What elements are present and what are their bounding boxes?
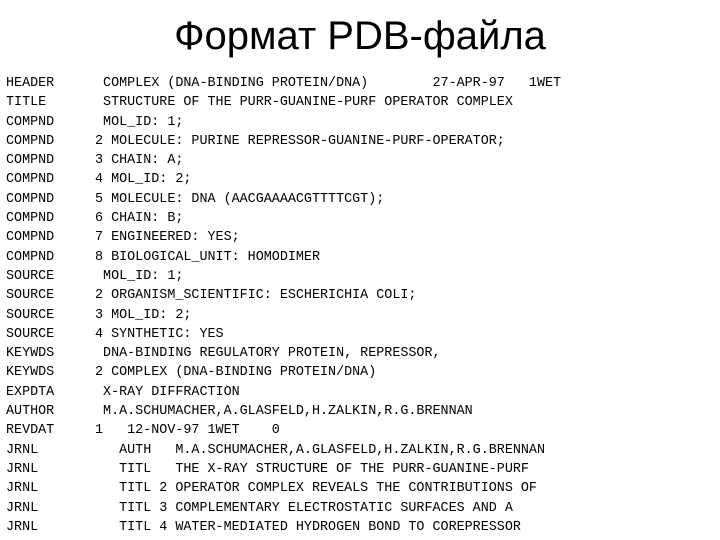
record-type: COMPND [6, 133, 55, 149]
record-type: KEYWDS [6, 346, 55, 362]
record-content: 4 SYNTHETIC: YES [95, 326, 224, 342]
record-type: COMPND [6, 230, 55, 246]
record-content: AUTH M.A.SCHUMACHER,A.GLASFELD,H.ZALKIN,R.G.BRENNAN [95, 442, 545, 458]
record-type: JRNL [6, 519, 39, 535]
record-content: 3 CHAIN: A; [95, 153, 184, 169]
record-content: TITL 3 COMPLEMENTARY ELECTROSTATIC SURFACES AND A [95, 500, 513, 516]
slide-title: Формат PDB-файла [174, 14, 546, 58]
record-type: JRNL [6, 442, 39, 458]
record-type: AUTHOR [6, 404, 55, 420]
record-content: 5 MOLECULE: DNA (AACGAAAACGTTTTCGT); [95, 191, 385, 207]
record-content: 2 MOLECULE: PURINE REPRESSOR-GUANINE-PURF-OPERATOR; [95, 133, 505, 149]
record-content: TITL 2 OPERATOR COMPLEX REVEALS THE CONTRIBUTIONS OF [95, 481, 537, 497]
record-content: COMPLEX (DNA-BINDING PROTEIN/DNA) 27-APR-97 1WET [95, 76, 562, 91]
record-type: JRNL [6, 481, 39, 497]
record-type: HEADER [6, 76, 55, 91]
record-type: TITLE [6, 95, 47, 111]
record-content: 8 BIOLOGICAL_UNIT: HOMODIMER [95, 249, 320, 265]
record-content: 3 MOL_ID: 2; [95, 307, 192, 323]
record-content: X-RAY DIFFRACTION [95, 384, 240, 400]
record-content: 1 12-NOV-97 1WET 0 [95, 423, 280, 439]
record-type: COMPND [6, 191, 55, 207]
record-type: COMPND [6, 114, 55, 130]
record-type: SOURCE [6, 326, 55, 342]
record-content: 2 ORGANISM_SCIENTIFIC: ESCHERICHIA COLI; [95, 288, 417, 304]
record-type: COMPND [6, 172, 55, 188]
record-type: COMPND [6, 153, 55, 169]
record-type: EXPDTA [6, 384, 55, 400]
record-content: M.A.SCHUMACHER,A.GLASFELD,H.ZALKIN,R.G.BRENNAN [95, 404, 473, 420]
record-content: TITL THE X-RAY STRUCTURE OF THE PURR-GUANINE-PURF [95, 461, 529, 477]
record-content: STRUCTURE OF THE PURR-GUANINE-PURF OPERATOR COMPLEX [95, 95, 513, 111]
record-content: 4 MOL_ID: 2; [95, 172, 192, 188]
record-type: JRNL [6, 500, 39, 516]
record-content: MOL_ID: 1; [95, 114, 184, 130]
record-content: MOL_ID: 1; [95, 268, 184, 284]
record-type: SOURCE [6, 268, 55, 284]
record-type: KEYWDS [6, 365, 55, 381]
record-type: SOURCE [6, 307, 55, 323]
record-content: TITL 4 WATER-MEDIATED HYDROGEN BOND TO COREPRESSOR [95, 519, 521, 535]
record-type: JRNL [6, 461, 39, 477]
record-type: COMPND [6, 211, 55, 227]
record-content: 6 CHAIN: B; [95, 211, 184, 227]
record-content: 7 ENGINEERED: YES; [95, 230, 240, 246]
record-type: COMPND [6, 249, 55, 265]
record-type: SOURCE [6, 288, 55, 304]
record-content: 2 COMPLEX (DNA-BINDING PROTEIN/DNA) [95, 365, 377, 381]
record-type: REVDAT [6, 423, 55, 439]
record-content: DNA-BINDING REGULATORY PROTEIN, REPRESSOR, [95, 346, 441, 362]
